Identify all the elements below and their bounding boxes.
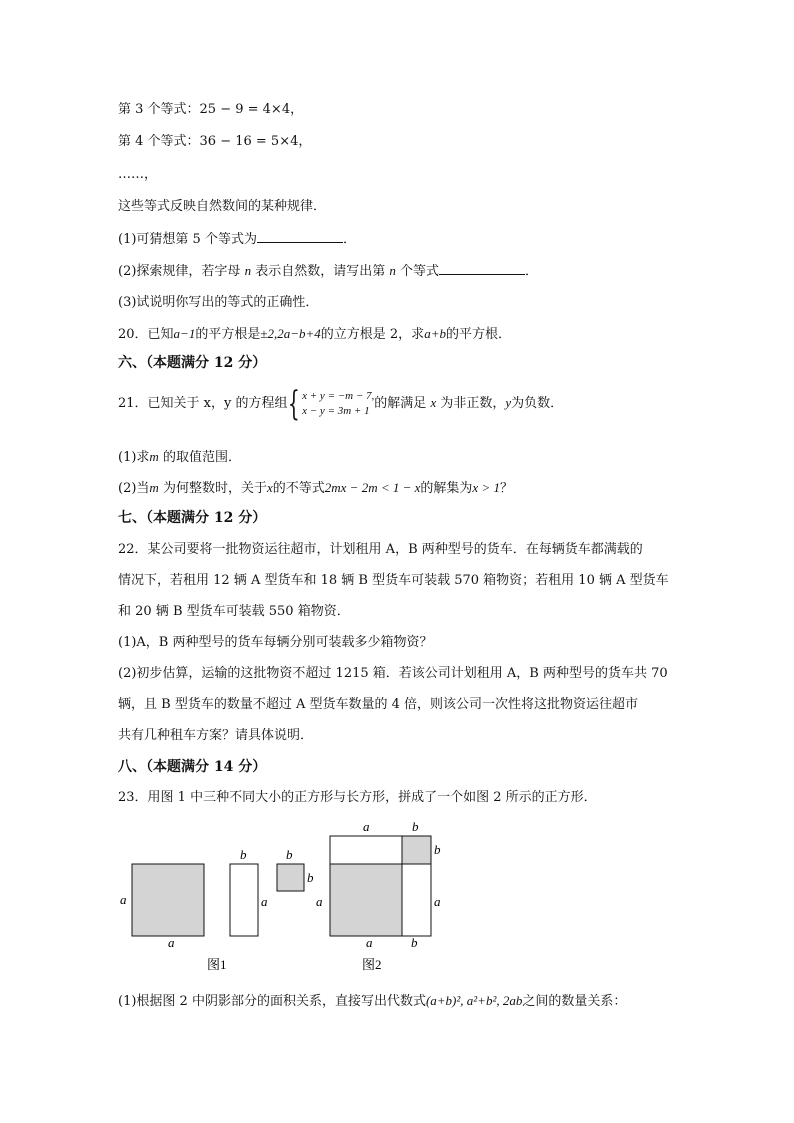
q19-ellipsis: ……， [118, 167, 158, 182]
q22-line1: 22．某公司要将一批物资运往超市，计划租用 A，B 两种型号的货车．在每辆货车都满载的 [118, 542, 643, 557]
math-y: y [505, 395, 512, 410]
label-b: b [240, 847, 247, 862]
q22-part2-line1: (2)初步估算，运输的这批物资不超过 1215 箱．若该公司计划租用 A，B 两种型号的货车共 70 [118, 666, 668, 681]
q21-text-c: 为非正数， [440, 396, 506, 411]
q20-text-c: 的平方根是 [195, 327, 261, 342]
q21-part1-text-b: 的取值范围． [162, 450, 241, 465]
math-m: m [149, 449, 159, 464]
math-x: x [430, 395, 437, 410]
q21-part1-text-a: (1)求 [118, 450, 150, 465]
q23-intro: 23．用图 1 中三种不同大小的正方形与长方形，拼成了一个如图 2 所示的正方形． [118, 790, 597, 805]
figure-1-caption: 图1 [207, 957, 227, 972]
q22-part2-line2: 辆，且 B 型货车的数量不超过 A 型货车数量的 4 倍，则该公司一次性将这批物资运往超市 [118, 697, 639, 712]
figure-2 [316, 819, 441, 972]
math-n: n [244, 263, 252, 278]
section-7-heading: 七、（本题满分 12 分） [118, 510, 267, 526]
q21-part2-text-a: (2)当 [118, 481, 150, 496]
rectangle-ab [230, 864, 258, 936]
label-b: b [412, 819, 419, 834]
q19-eq4: 第 4 个等式：36 − 16 = 5×4， [118, 134, 312, 149]
equation-2: x − y = 3m + 1 [302, 404, 370, 417]
q23-part1-text-b: 之间的数量关系： [522, 994, 627, 1009]
math-expression: (a+b)², a²+b², 2ab [425, 993, 523, 1008]
q21-part2-text-d: 的解集为 [420, 481, 473, 496]
q19-part1-text: (1)可猜想第 5 个等式为 [118, 232, 257, 247]
q22-part2-line3: 共有几种租车方案？请具体说明． [118, 728, 314, 743]
figure-1 [120, 847, 314, 972]
q21-part2-text-b: 为何整数时，关于 [162, 481, 267, 496]
q19-eq3: 第 3 个等式：25 − 9 = 4×4， [118, 102, 304, 117]
q20-text-a: 20．已知 [118, 327, 174, 342]
square-a [330, 864, 402, 936]
label-b: b [286, 847, 293, 862]
brace-icon: { [288, 383, 301, 424]
q21-part2-text-c: 的不等式 [272, 481, 325, 496]
section-6-heading: 六、（本题满分 12 分） [118, 355, 267, 371]
label-a: a [363, 819, 370, 834]
q21-text-b: 的解满足 [374, 396, 427, 411]
period: ． [525, 264, 539, 279]
q22-part1: (1)A，B 两种型号的货车每辆分别可装载多少箱物资？ [118, 635, 433, 650]
q19-intro: 这些等式反映自然数间的某种规律． [118, 199, 327, 214]
math-solution: x > 1 [472, 480, 500, 495]
square-b [277, 864, 304, 891]
q21-part2-text-e: ？ [499, 481, 513, 496]
q22-line2: 情况下，若租用 12 辆 A 型货车和 18 辆 B 型货车可装载 570 箱物资；若租用 10 辆 A 型货车 [118, 573, 669, 588]
label-a: a [366, 935, 373, 950]
label-b: b [411, 935, 418, 950]
math-m: m [149, 480, 159, 495]
period: ． [342, 232, 356, 247]
label-b: b [434, 842, 441, 857]
label-a: a [261, 894, 268, 909]
math-inequality: 2mx − 2m < 1 − x [324, 480, 421, 495]
square-a [132, 864, 204, 936]
label-a: a [434, 894, 441, 909]
q23-part1-text-a: (1)根据图 2 中阴影部分的面积关系，直接写出代数式 [118, 994, 426, 1009]
math-expr: ±2,2a−b+4 [260, 326, 321, 341]
math-n: n [389, 263, 396, 278]
label-a: a [316, 894, 323, 909]
q21-text-a: 21．已知关于 x，y 的方程组 [118, 396, 288, 411]
q19-part2-text-a: (2)探索规律，若字母 [118, 264, 241, 279]
q19-part3: (3)试说明你写出的等式的正确性． [118, 295, 319, 310]
section-8-heading: 八、（本题满分 14 分） [118, 759, 267, 775]
figure-2-caption: 图2 [362, 957, 382, 972]
q20-text-g: 的平方根． [445, 327, 511, 342]
q23-part1 [118, 992, 626, 1011]
q21-text-d: 为负数． [511, 396, 564, 411]
equation-1: x + y = −m − 7, [302, 389, 375, 402]
math-expr: a+b [424, 326, 446, 341]
label-a: a [168, 935, 175, 950]
q19-part2-text-c: 个等式 [400, 264, 440, 279]
label-a: a [120, 892, 127, 907]
math-expr: a−1 [173, 326, 196, 341]
q22-line3: 和 20 辆 B 型货车可装载 550 箱物资． [118, 604, 350, 619]
square-b [402, 836, 431, 864]
q19-part2-text-b: 表示自然数，请写出第 [255, 264, 386, 279]
label-b: b [307, 870, 314, 885]
math-x: x [266, 480, 273, 495]
q20-text-e: 的立方根是 2，求 [320, 327, 425, 342]
